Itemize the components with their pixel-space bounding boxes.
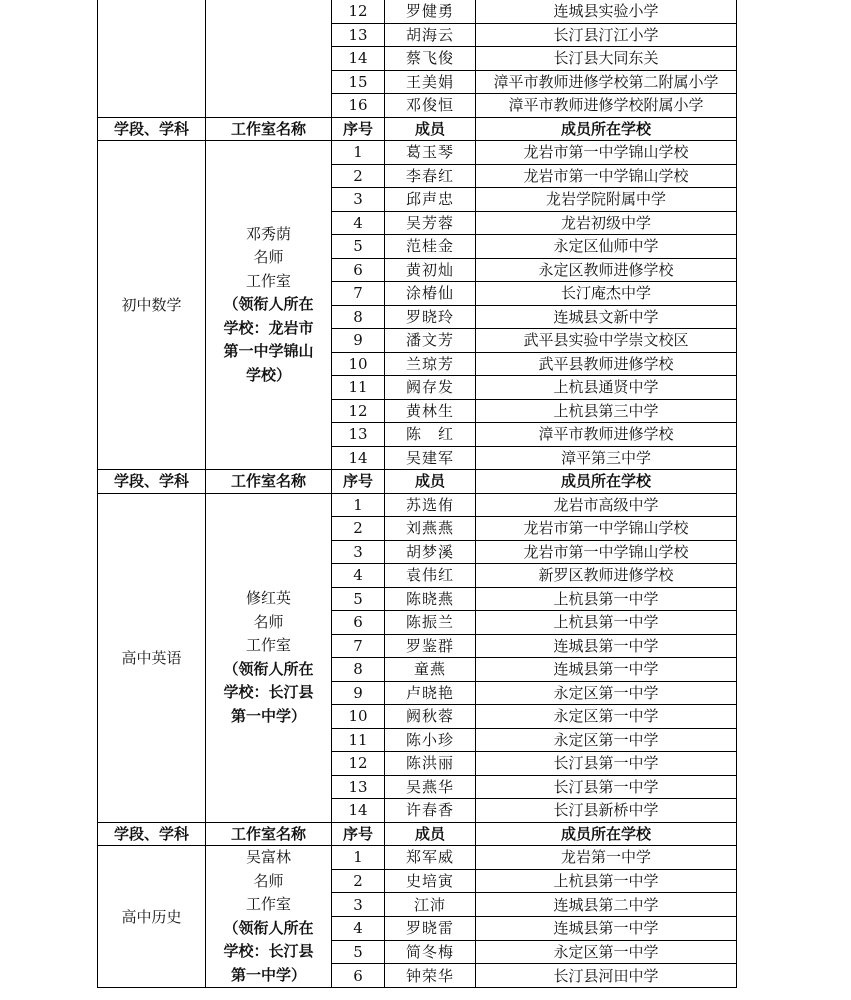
subject-cell: 高中英语 [98, 493, 206, 822]
row-number: 16 [332, 94, 385, 118]
column-header: 序号 [332, 822, 385, 846]
member-name: 邱声忠 [385, 188, 476, 212]
member-name: 罗晓雷 [385, 916, 476, 940]
member-school: 长汀县汀江小学 [476, 23, 737, 47]
member-name: 简冬梅 [385, 940, 476, 964]
member-school: 连城县第一中学 [476, 916, 737, 940]
member-name: 王美娟 [385, 70, 476, 94]
member-name: 邓俊恒 [385, 94, 476, 118]
row-number: 1 [332, 141, 385, 165]
row-number: 3 [332, 893, 385, 917]
studio-name-line: 名师 [253, 871, 284, 890]
member-school: 龙岩第一中学 [476, 846, 737, 870]
row-number: 11 [332, 728, 385, 752]
row-number: 9 [332, 329, 385, 353]
row-number: 14 [332, 799, 385, 823]
row-number: 6 [332, 611, 385, 635]
member-school: 新罗区教师进修学校 [476, 564, 737, 588]
subject-cell: 高中历史 [98, 846, 206, 988]
column-header: 成员 [385, 470, 476, 494]
member-school: 龙岩市第一中学锦山学校 [476, 141, 737, 165]
member-name: 蔡飞俊 [385, 47, 476, 71]
studio-cell [206, 141, 332, 470]
row-number: 3 [332, 540, 385, 564]
column-header: 学段、学科 [98, 117, 206, 141]
studio-lead-line: （领衔人所在 [223, 918, 314, 937]
column-header: 成员 [385, 117, 476, 141]
studio-lead-line: 第一中学锦山 [223, 342, 314, 361]
member-name: 吴建军 [385, 446, 476, 470]
row-number: 6 [332, 258, 385, 282]
studio-lead-line: （领衔人所在 [223, 295, 314, 314]
member-school: 上杭县通贤中学 [476, 376, 737, 400]
member-school: 龙岩市第一中学锦山学校 [476, 540, 737, 564]
member-school: 永定区第一中学 [476, 940, 737, 964]
subject-cell [98, 0, 206, 117]
member-school: 连城县实验小学 [476, 0, 737, 23]
member-school: 永定区第一中学 [476, 728, 737, 752]
studio-lead-line: 学校） [245, 365, 291, 384]
row-number: 7 [332, 634, 385, 658]
member-school: 永定区第一中学 [476, 681, 737, 705]
studio-name-line: 工作室 [245, 636, 291, 654]
column-header: 工作室名称 [206, 822, 332, 846]
studio-name-line: 工作室 [245, 271, 291, 290]
studio-lead-line: 学校：长汀县 [223, 942, 314, 960]
row-number: 11 [332, 376, 385, 400]
studio-cell [206, 0, 332, 117]
subject-cell: 初中数学 [98, 141, 206, 470]
row-number: 12 [332, 752, 385, 776]
member-school: 龙岩市第一中学锦山学校 [476, 164, 737, 188]
member-name: 陈洪丽 [385, 752, 476, 776]
member-school: 长汀县新桥中学 [476, 799, 737, 823]
row-number: 5 [332, 235, 385, 259]
member-name: 卢晓艳 [385, 681, 476, 705]
member-name: 袁伟红 [385, 564, 476, 588]
row-number: 13 [332, 23, 385, 47]
row-number: 2 [332, 517, 385, 541]
member-school: 连城县第一中学 [476, 634, 737, 658]
row-number: 14 [332, 446, 385, 470]
table-row [98, 141, 737, 165]
member-school: 上杭县第一中学 [476, 869, 737, 893]
member-school: 永定区第一中学 [476, 705, 737, 729]
row-number: 2 [332, 869, 385, 893]
member-school: 连城县文新中学 [476, 305, 737, 329]
member-name: 黄林生 [385, 399, 476, 423]
header-row [98, 117, 737, 141]
row-number: 7 [332, 282, 385, 306]
studio-lead-line: 学校：龙岩市 [223, 318, 314, 337]
member-school: 长汀县河田中学 [476, 964, 737, 988]
member-school: 永定区仙师中学 [476, 235, 737, 259]
table-row [98, 493, 737, 517]
column-header: 成员 [385, 822, 476, 846]
member-name: 胡海云 [385, 23, 476, 47]
studio-name-line: 名师 [253, 612, 284, 631]
member-school: 连城县第二中学 [476, 893, 737, 917]
header-row [98, 822, 737, 846]
column-header: 工作室名称 [206, 470, 332, 494]
row-number: 5 [332, 940, 385, 964]
studio-lead-line: 第一中学） [230, 965, 306, 984]
member-school: 上杭县第一中学 [476, 611, 737, 635]
member-name: 葛玉琴 [385, 141, 476, 165]
row-number: 1 [332, 846, 385, 870]
member-name: 阙存发 [385, 376, 476, 400]
row-number: 5 [332, 587, 385, 611]
studio-name-line: 邓秀荫 [245, 224, 291, 243]
row-number: 15 [332, 70, 385, 94]
member-school: 武平县教师进修学校 [476, 352, 737, 376]
member-name: 陈振兰 [385, 611, 476, 635]
member-school: 上杭县第一中学 [476, 587, 737, 611]
member-name: 吴燕华 [385, 775, 476, 799]
member-school: 长汀县第一中学 [476, 752, 737, 776]
row-number: 2 [332, 164, 385, 188]
header-row [98, 470, 737, 494]
member-school: 连城县第一中学 [476, 658, 737, 682]
member-name: 兰琼芳 [385, 352, 476, 376]
studio-name-line: 名师 [253, 248, 284, 267]
column-header: 学段、学科 [98, 470, 206, 494]
row-number: 6 [332, 964, 385, 988]
row-number: 1 [332, 493, 385, 517]
member-name: 苏选侑 [385, 493, 476, 517]
row-number: 9 [332, 681, 385, 705]
studio-members-table [97, 0, 737, 988]
member-name: 江沛 [385, 893, 476, 917]
member-name: 刘燕燕 [385, 517, 476, 541]
table-row [98, 846, 737, 870]
member-name: 罗鉴群 [385, 634, 476, 658]
member-name: 史培寅 [385, 869, 476, 893]
studio-cell [206, 493, 332, 822]
member-name: 陈 红 [385, 423, 476, 447]
studio-cell [206, 846, 332, 988]
member-name: 吴芳蓉 [385, 211, 476, 235]
member-name: 钟荣华 [385, 964, 476, 988]
studio-lead-line: 第一中学） [230, 706, 306, 725]
member-name: 潘文芳 [385, 329, 476, 353]
member-name: 李春红 [385, 164, 476, 188]
row-number: 8 [332, 658, 385, 682]
member-school: 龙岩学院附属中学 [476, 188, 737, 212]
column-header: 学段、学科 [98, 822, 206, 846]
row-number: 4 [332, 211, 385, 235]
member-school: 漳平市教师进修学校附属小学 [476, 94, 737, 118]
member-school: 漳平市教师进修学校第二附属小学 [476, 70, 737, 94]
row-number: 4 [332, 564, 385, 588]
row-number: 10 [332, 352, 385, 376]
member-name: 陈晓燕 [385, 587, 476, 611]
column-header: 序号 [332, 470, 385, 494]
member-name: 陈小珍 [385, 728, 476, 752]
row-number: 10 [332, 705, 385, 729]
column-header: 成员所在学校 [476, 822, 737, 846]
member-name: 罗健勇 [385, 0, 476, 23]
member-name: 范桂金 [385, 235, 476, 259]
column-header: 序号 [332, 117, 385, 141]
member-name: 胡梦溪 [385, 540, 476, 564]
studio-lead-line: （领衔人所在 [223, 659, 314, 678]
member-name: 罗晓玲 [385, 305, 476, 329]
column-header: 工作室名称 [206, 117, 332, 141]
member-name: 童燕 [385, 658, 476, 682]
member-school: 长汀县第一中学 [476, 775, 737, 799]
member-school: 武平县实验中学崇文校区 [476, 329, 737, 353]
member-name: 涂椿仙 [385, 282, 476, 306]
member-name: 黄初灿 [385, 258, 476, 282]
row-number: 14 [332, 47, 385, 71]
member-name: 许春香 [385, 799, 476, 823]
member-school: 漳平市教师进修学校 [476, 423, 737, 447]
member-school: 龙岩市高级中学 [476, 493, 737, 517]
member-name: 郑军威 [385, 846, 476, 870]
row-number: 13 [332, 423, 385, 447]
row-number: 12 [332, 0, 385, 23]
member-school: 上杭县第三中学 [476, 399, 737, 423]
row-number: 12 [332, 399, 385, 423]
table-row [98, 0, 737, 23]
member-school: 龙岩市第一中学锦山学校 [476, 517, 737, 541]
member-school: 永定区教师进修学校 [476, 258, 737, 282]
row-number: 13 [332, 775, 385, 799]
member-school: 龙岩初级中学 [476, 211, 737, 235]
studio-name-line: 修红英 [245, 589, 291, 607]
studio-lead-line: 学校：长汀县 [223, 683, 314, 701]
column-header: 成员所在学校 [476, 117, 737, 141]
member-school: 长汀庵杰中学 [476, 282, 737, 306]
studio-name-line: 吴富林 [245, 848, 291, 866]
row-number: 3 [332, 188, 385, 212]
member-school: 长汀县大同东关 [476, 47, 737, 71]
member-name: 阙秋蓉 [385, 705, 476, 729]
row-number: 4 [332, 916, 385, 940]
column-header: 成员所在学校 [476, 470, 737, 494]
studio-name-line: 工作室 [245, 895, 291, 913]
member-school: 漳平第三中学 [476, 446, 737, 470]
row-number: 8 [332, 305, 385, 329]
